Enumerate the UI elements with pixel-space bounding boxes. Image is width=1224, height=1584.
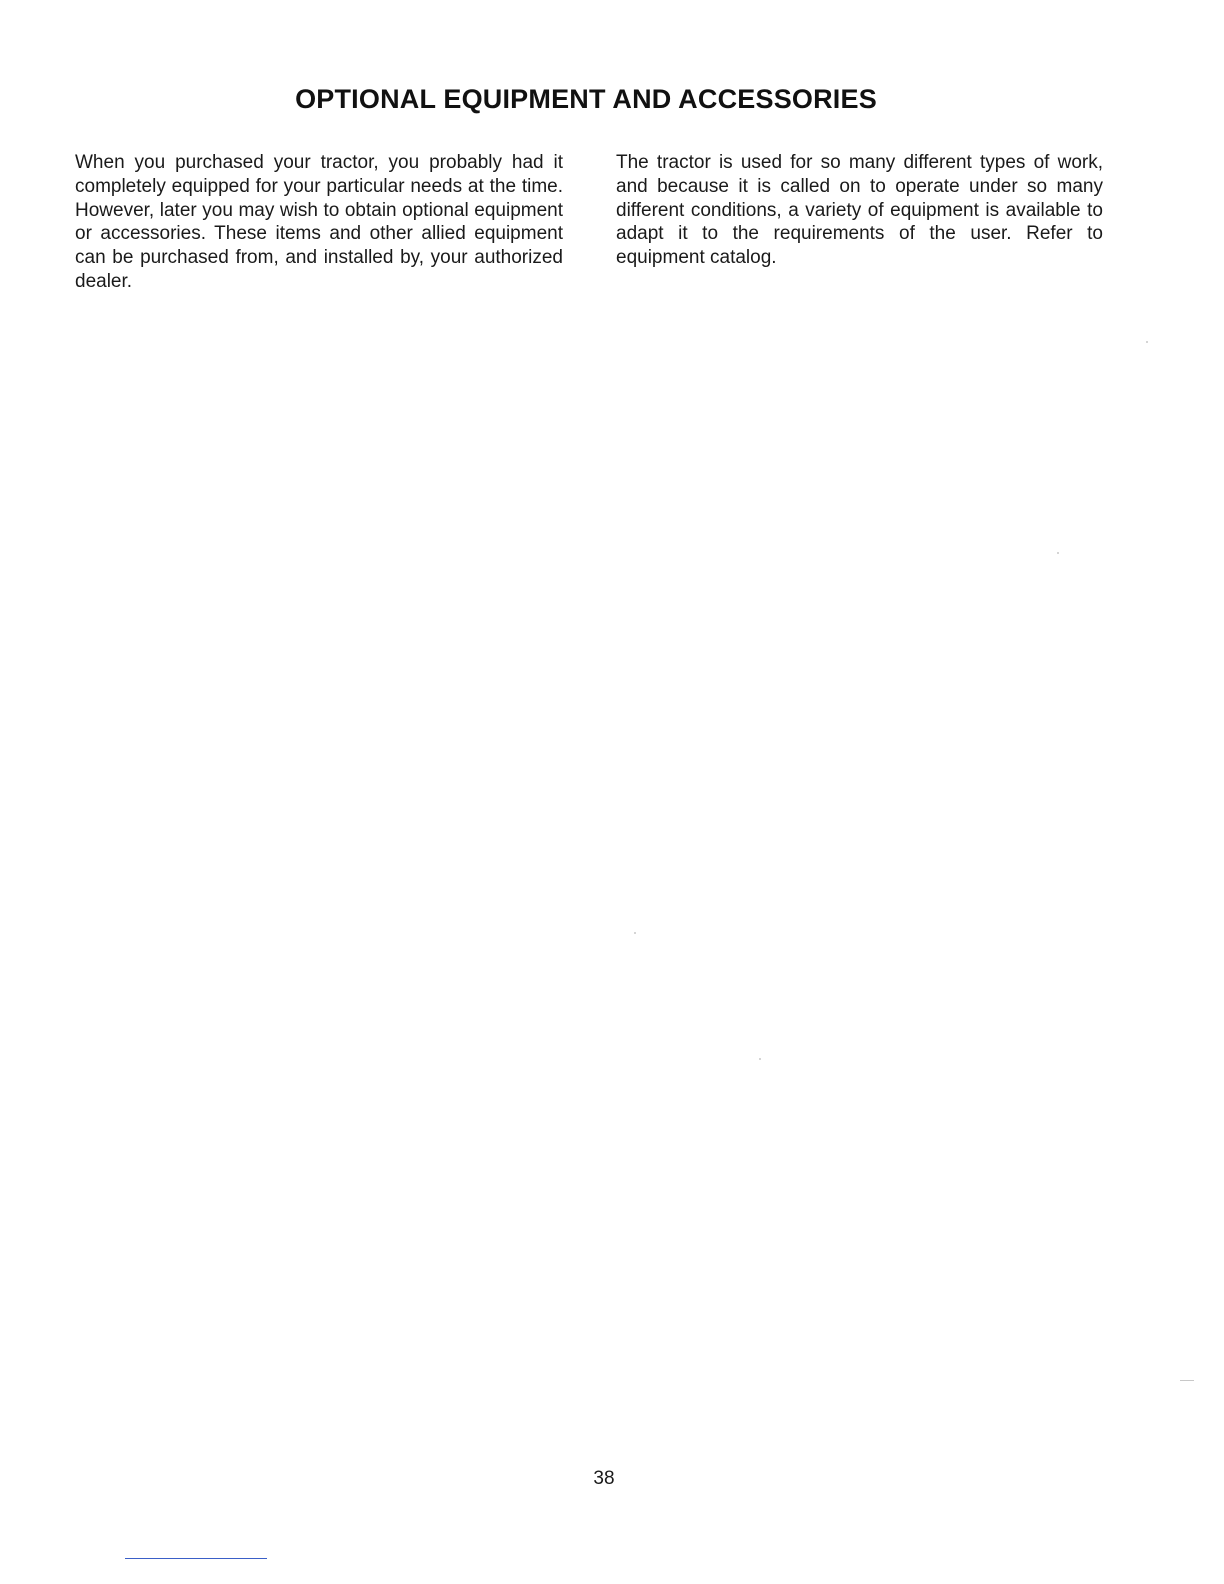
scan-speck xyxy=(1146,341,1148,343)
page-number: 38 xyxy=(593,1468,615,1489)
scan-speck xyxy=(1180,1380,1194,1381)
intro-paragraph-left: When you purchased your tractor, you probably had it completely equipped for your particular needs at the time. However, later you may wish to obtain optional equipment or accessories. These items and other allied equipment can be purchased from, and installed by, your authorized dealer. xyxy=(75,152,563,292)
bottom-rule xyxy=(125,1558,267,1559)
intro-paragraph-right: The tractor is used for so many different types of work, and because it is called on to operate under so many different conditions, a variety of equipment is available to adapt it to the requirements of the user. Refer to equipment catalog. xyxy=(616,152,1103,269)
scan-speck xyxy=(1057,552,1059,554)
scan-speck xyxy=(634,932,636,934)
scan-speck xyxy=(759,1058,761,1060)
page-title: OPTIONAL EQUIPMENT AND ACCESSORIES xyxy=(295,84,877,114)
